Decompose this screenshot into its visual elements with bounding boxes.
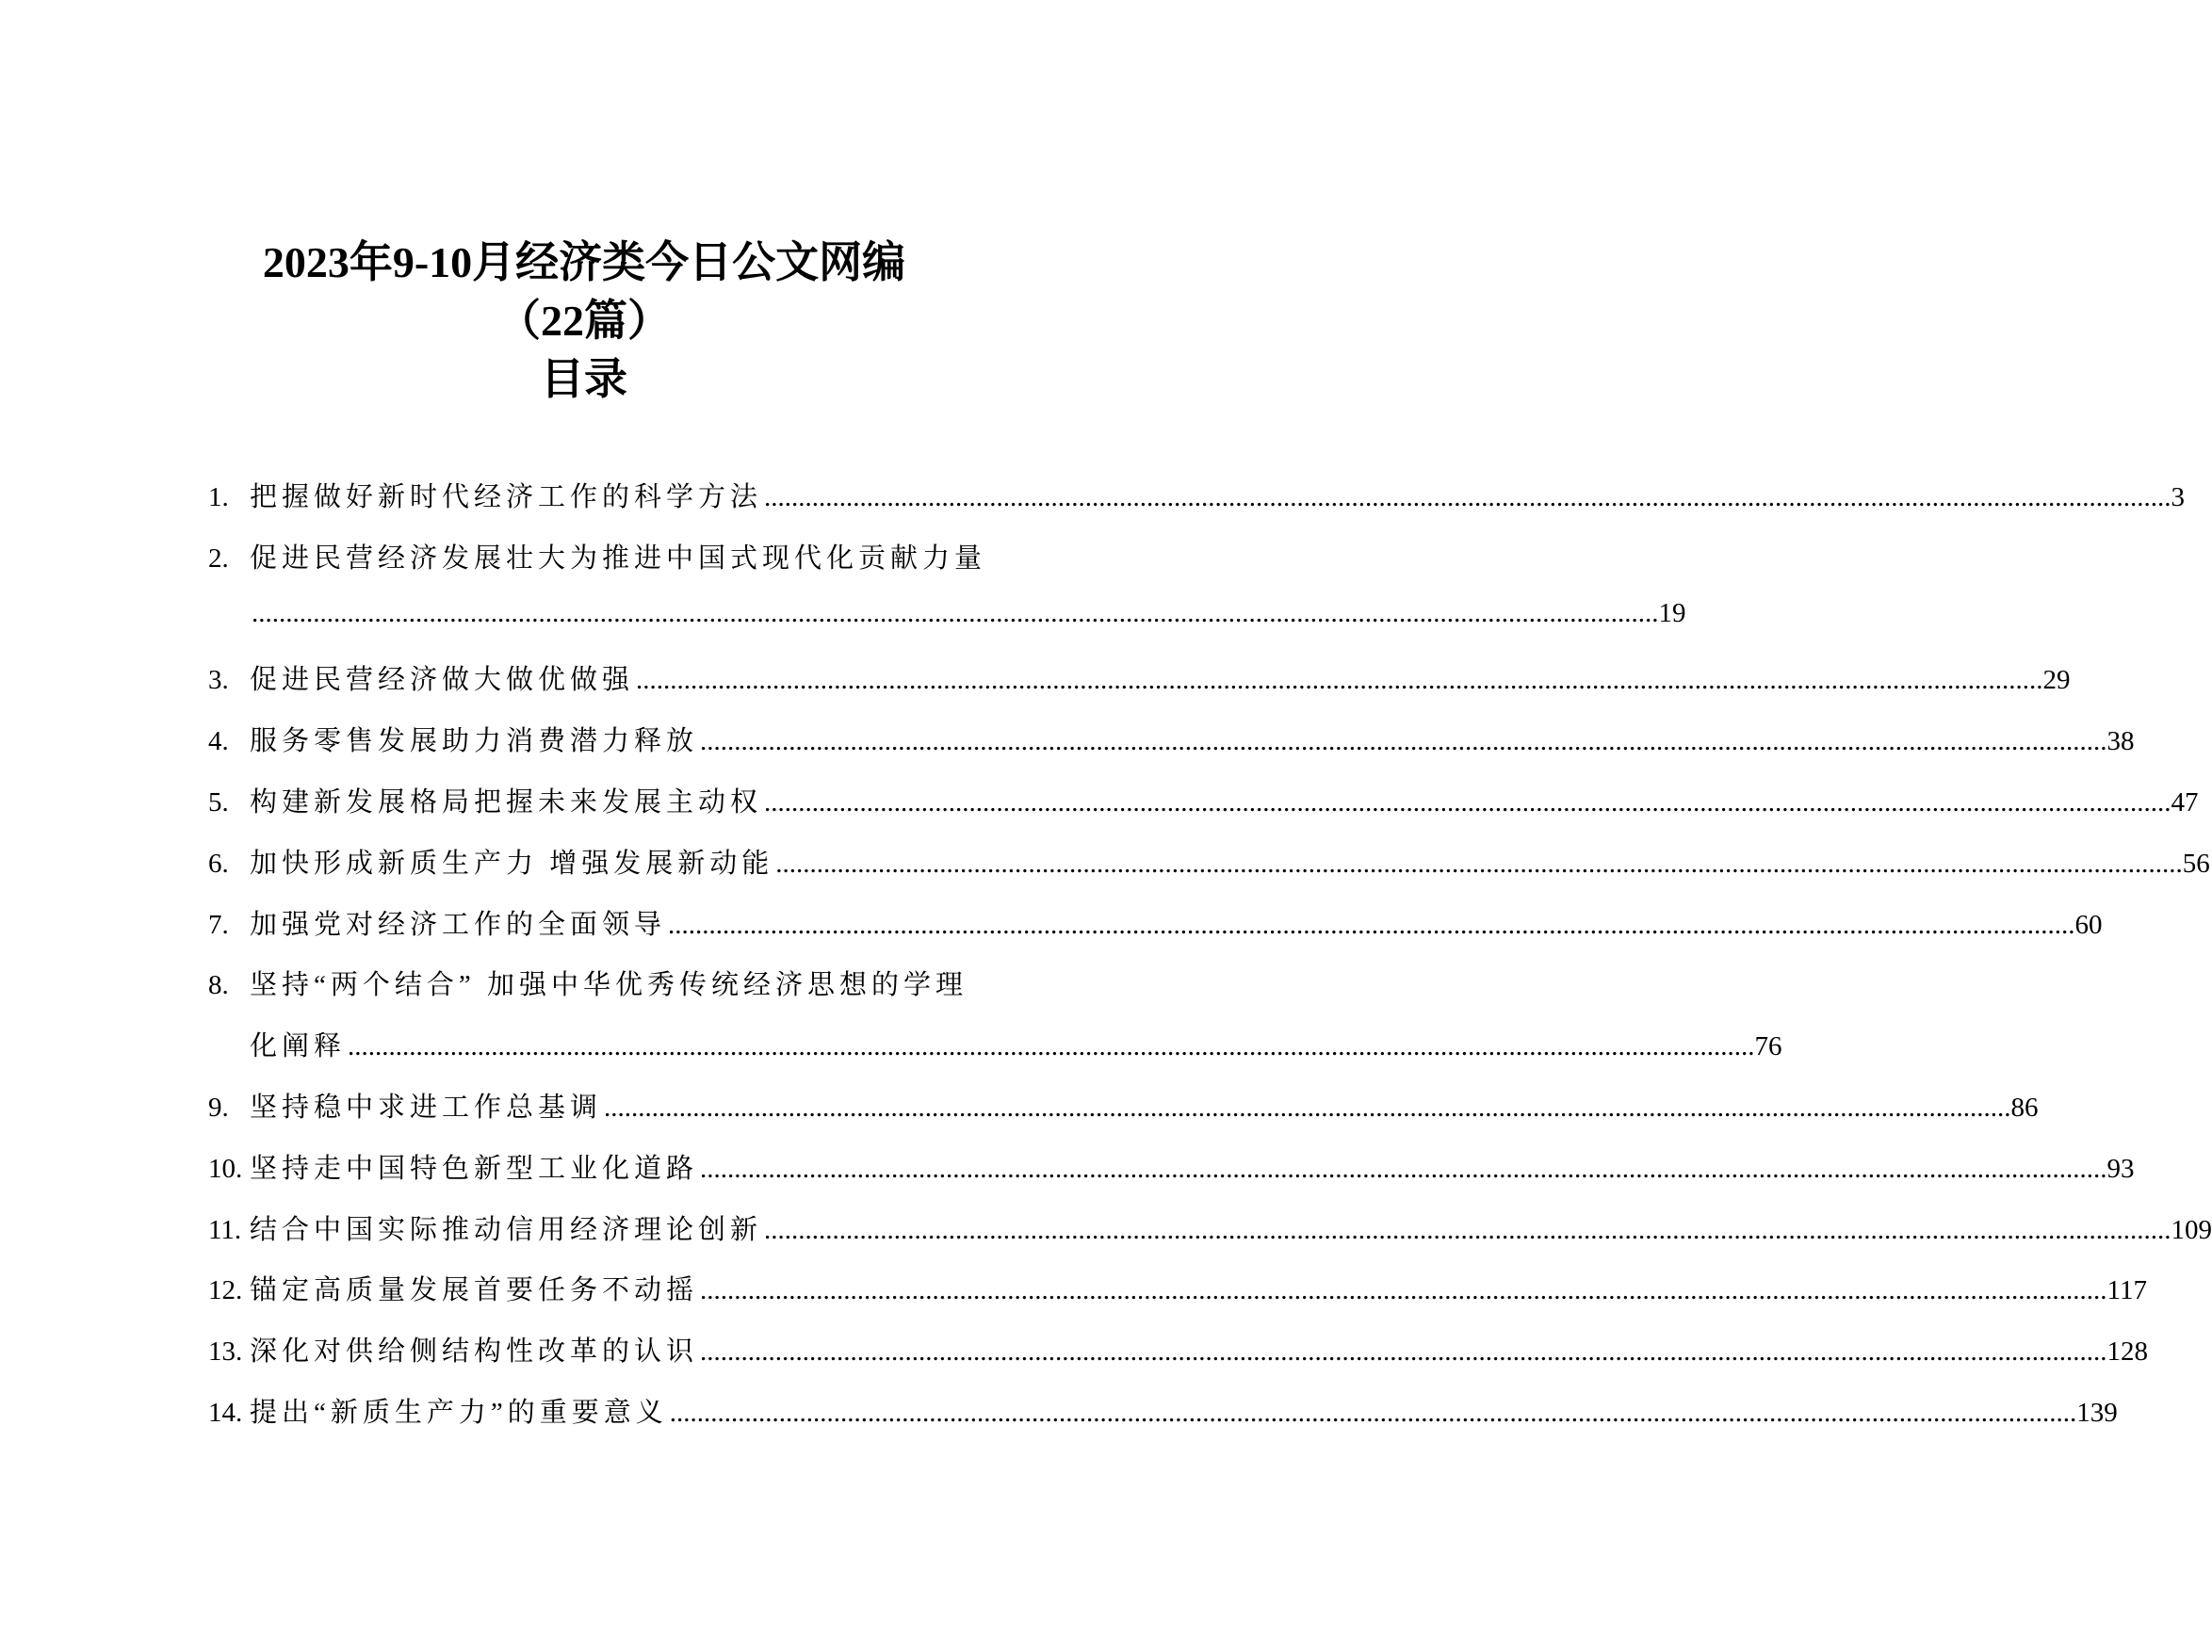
title-line-1: 2023年9-10月经济类今日公文网编 — [262, 238, 906, 286]
toc-entry-1[interactable] — [208, 476, 2186, 537]
toc-entry-2-continuation[interactable] — [208, 597, 1686, 659]
toc-entry-page[interactable]: 29 — [2042, 665, 2071, 696]
toc-entry-title[interactable]: 结合中国实际推动信用经济理论创新 — [250, 1214, 763, 1245]
toc-entry-title[interactable]: 加快形成新质生产力 增强发展新动能 — [250, 848, 774, 879]
toc-entry-page[interactable]: 47 — [2171, 786, 2199, 818]
toc-entry-page[interactable]: 139 — [2076, 1397, 2118, 1428]
toc-entry-title[interactable]: 锚定高质量发展首要任务不动摇 — [250, 1275, 699, 1306]
toc-entry-number: 4. — [208, 726, 229, 757]
toc-leader-dots — [348, 1031, 1755, 1062]
toc-entry-page[interactable]: 86 — [2010, 1092, 2039, 1123]
toc-entry-number: 11. — [208, 1214, 242, 1245]
toc-entry-title[interactable]: 促进民营经济发展壮大为推进中国式现代化贡献力量 — [250, 543, 987, 574]
toc-entry-title[interactable]: 坚持“两个结合” 加强中华优秀传统经济思想的学理 — [250, 970, 968, 1001]
toc-entry-title[interactable]: 加强党对经济工作的全面领导 — [250, 909, 667, 940]
toc-entry-11[interactable] — [208, 1208, 2212, 1270]
toc-entry-number: 8. — [208, 970, 229, 1001]
toc-entry-9[interactable] — [208, 1086, 2039, 1147]
toc-entry-number: 12. — [208, 1275, 243, 1306]
toc-leader-dots — [668, 910, 2075, 941]
toc-entry-title[interactable]: 把握做好新时代经济工作的科学方法 — [250, 482, 763, 512]
toc-entry-12[interactable] — [208, 1269, 2147, 1330]
toc-entry-number: 1. — [208, 482, 229, 512]
toc-leader-dots — [700, 1336, 2107, 1368]
toc-entry-page[interactable]: 3 — [2171, 482, 2186, 512]
toc-leader-dots — [700, 1154, 2107, 1185]
toc-entry-4[interactable] — [208, 720, 2135, 781]
toc-entry-title[interactable]: 提出“新质生产力”的重要意义 — [250, 1397, 668, 1428]
toc-leader-dots — [764, 787, 2171, 818]
toc-leader-dots — [636, 665, 2043, 696]
toc-entry-8-continuation[interactable] — [208, 1025, 1782, 1086]
toc-entry-number: 7. — [208, 909, 229, 940]
toc-leader-dots — [764, 1215, 2171, 1246]
toc-leader-dots — [764, 482, 2171, 513]
toc-entry-title[interactable]: 促进民营经济做大做优做强 — [250, 665, 635, 696]
toc-entry-page[interactable]: 117 — [2106, 1275, 2147, 1306]
toc-entry-number: 9. — [208, 1092, 229, 1123]
toc-entry-page[interactable]: 128 — [2106, 1336, 2149, 1368]
toc-entry-page[interactable]: 109 — [2171, 1214, 2212, 1245]
toc-entry-title[interactable]: 深化对供给侧结构性改革的认识 — [250, 1336, 699, 1368]
table-of-contents — [208, 476, 2212, 1452]
toc-entry-title-continuation[interactable]: 化阐释 — [250, 1031, 347, 1062]
toc-entry-number: 14. — [208, 1397, 243, 1428]
toc-entry-8[interactable] — [208, 964, 968, 1025]
toc-entry-page[interactable]: 56 — [2182, 848, 2210, 879]
toc-leader-dots — [700, 726, 2107, 757]
toc-leader-dots — [604, 1093, 2011, 1124]
toc-entry-page[interactable]: 19 — [1658, 597, 1686, 628]
toc-entry-number: 3. — [208, 665, 229, 696]
toc-entry-2[interactable] — [208, 537, 987, 598]
toc-entry-6[interactable] — [208, 842, 2210, 903]
toc-entry-page[interactable]: 60 — [2074, 909, 2103, 940]
title-line-2: （22篇） — [497, 297, 671, 345]
toc-entry-number: 10. — [208, 1153, 243, 1184]
toc-entry-3[interactable] — [208, 658, 2071, 720]
toc-leader-dots — [670, 1398, 2077, 1429]
toc-leader-dots — [700, 1275, 2107, 1306]
toc-entry-number: 5. — [208, 786, 229, 818]
toc-entry-number: 2. — [208, 543, 229, 574]
toc-leader-dots — [252, 598, 1659, 629]
toc-entry-number: 6. — [208, 848, 229, 879]
toc-entry-14[interactable] — [208, 1391, 2118, 1452]
toc-heading: 目录 — [541, 355, 627, 403]
toc-entry-13[interactable] — [208, 1330, 2149, 1391]
toc-entry-title[interactable]: 构建新发展格局把握未来发展主动权 — [250, 786, 763, 818]
toc-entry-page[interactable]: 38 — [2106, 726, 2135, 757]
toc-entry-title[interactable]: 坚持稳中求进工作总基调 — [250, 1092, 603, 1123]
toc-entry-number: 13. — [208, 1336, 243, 1368]
toc-entry-title[interactable]: 服务零售发展助力消费潜力释放 — [250, 726, 699, 757]
toc-entry-7[interactable] — [208, 903, 2103, 964]
toc-leader-dots — [775, 849, 2183, 880]
toc-entry-page[interactable]: 93 — [2106, 1153, 2135, 1184]
toc-entry-page[interactable]: 76 — [1754, 1031, 1782, 1062]
document-title — [0, 234, 1168, 409]
toc-entry-10[interactable] — [208, 1147, 2135, 1208]
toc-entry-5[interactable] — [208, 781, 2199, 842]
toc-entry-title[interactable]: 坚持走中国特色新型工业化道路 — [250, 1153, 699, 1184]
